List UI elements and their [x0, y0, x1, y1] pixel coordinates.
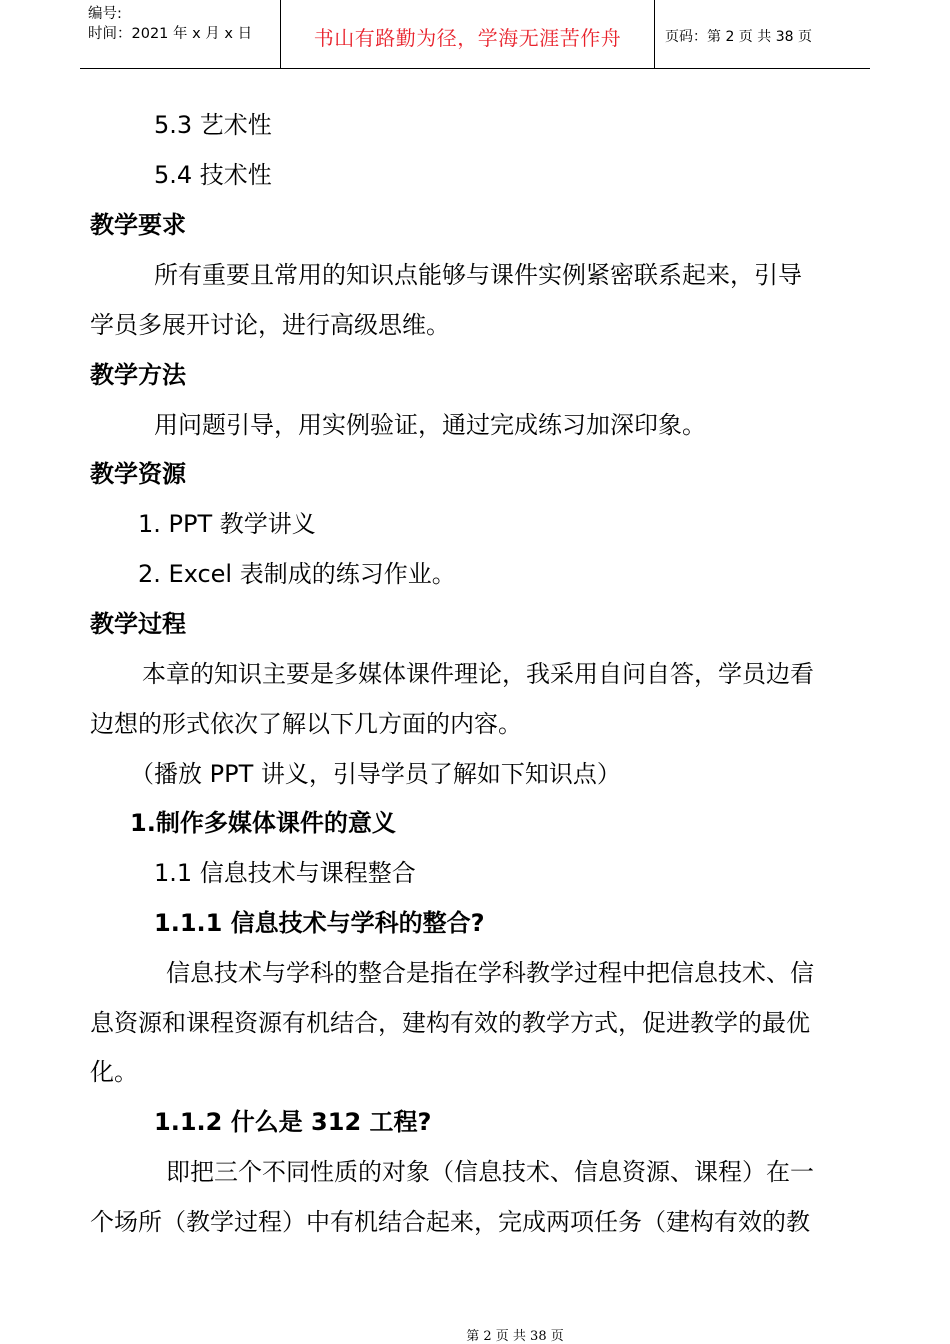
paragraph-line: 所有重要且常用的知识点能够与课件实例紧密联系起来，引导: [154, 261, 802, 289]
paragraph-line: 本章的知识主要是多媒体课件理论，我采用自问自答，学员边看: [142, 660, 814, 688]
header-time-label: 时间：2021 年 x 月 x 日: [88, 26, 253, 42]
paragraph-line: 个场所（教学过程）中有机结合起来，完成两项任务（建构有效的教: [90, 1208, 810, 1236]
page-header: [80, 0, 870, 69]
heading-teaching-resources: 教学资源: [90, 460, 186, 488]
list-item: 2. Excel 表制成的练习作业。: [138, 560, 456, 588]
section-5-3: 5.3 艺术性: [154, 111, 272, 139]
paragraph-line: 学员多展开讨论，进行高级思维。: [90, 311, 450, 339]
paragraph-line: 用问题引导，用实例验证，通过完成练习加深印象。: [154, 411, 706, 439]
paragraph-line: 息资源和课程资源有机结合，建构有效的教学方式，促进教学的最优: [90, 1009, 810, 1037]
list-item: 1. PPT 教学讲义: [138, 510, 316, 538]
page-footer: 第 2 页 共 38 页: [466, 1329, 564, 1344]
paragraph-line: （播放 PPT 讲义，引导学员了解如下知识点）: [130, 760, 621, 788]
subheading-1-1: 1.1 信息技术与课程整合: [154, 859, 416, 887]
paragraph-line: 信息技术与学科的整合是指在学科教学过程中把信息技术、信: [166, 959, 814, 987]
header-motto: 书山有路勤为径，学海无涯苦作舟: [281, 0, 655, 68]
heading-teaching-requirements: 教学要求: [90, 211, 186, 239]
header-page-info: 页码：第 2 页 共 38 页: [665, 29, 812, 45]
header-meta-cell: [80, 0, 281, 68]
heading-teaching-process: 教学过程: [90, 610, 186, 638]
subheading-1-1-1: 1.1.1 信息技术与学科的整合?: [154, 909, 485, 937]
paragraph-line: 边想的形式依次了解以下几方面的内容。: [90, 710, 522, 738]
heading-teaching-methods: 教学方法: [90, 361, 186, 389]
section-5-4: 5.4 技术性: [154, 161, 272, 189]
paragraph-line: 即把三个不同性质的对象（信息技术、信息资源、课程）在一: [166, 1158, 814, 1186]
subheading-1-1-2: 1.1.2 什么是 312 工程?: [154, 1108, 432, 1136]
paragraph-line: 化。: [90, 1058, 138, 1086]
header-number-label: 编号:: [88, 6, 122, 22]
heading-section-1: 1.制作多媒体课件的意义: [130, 809, 396, 837]
